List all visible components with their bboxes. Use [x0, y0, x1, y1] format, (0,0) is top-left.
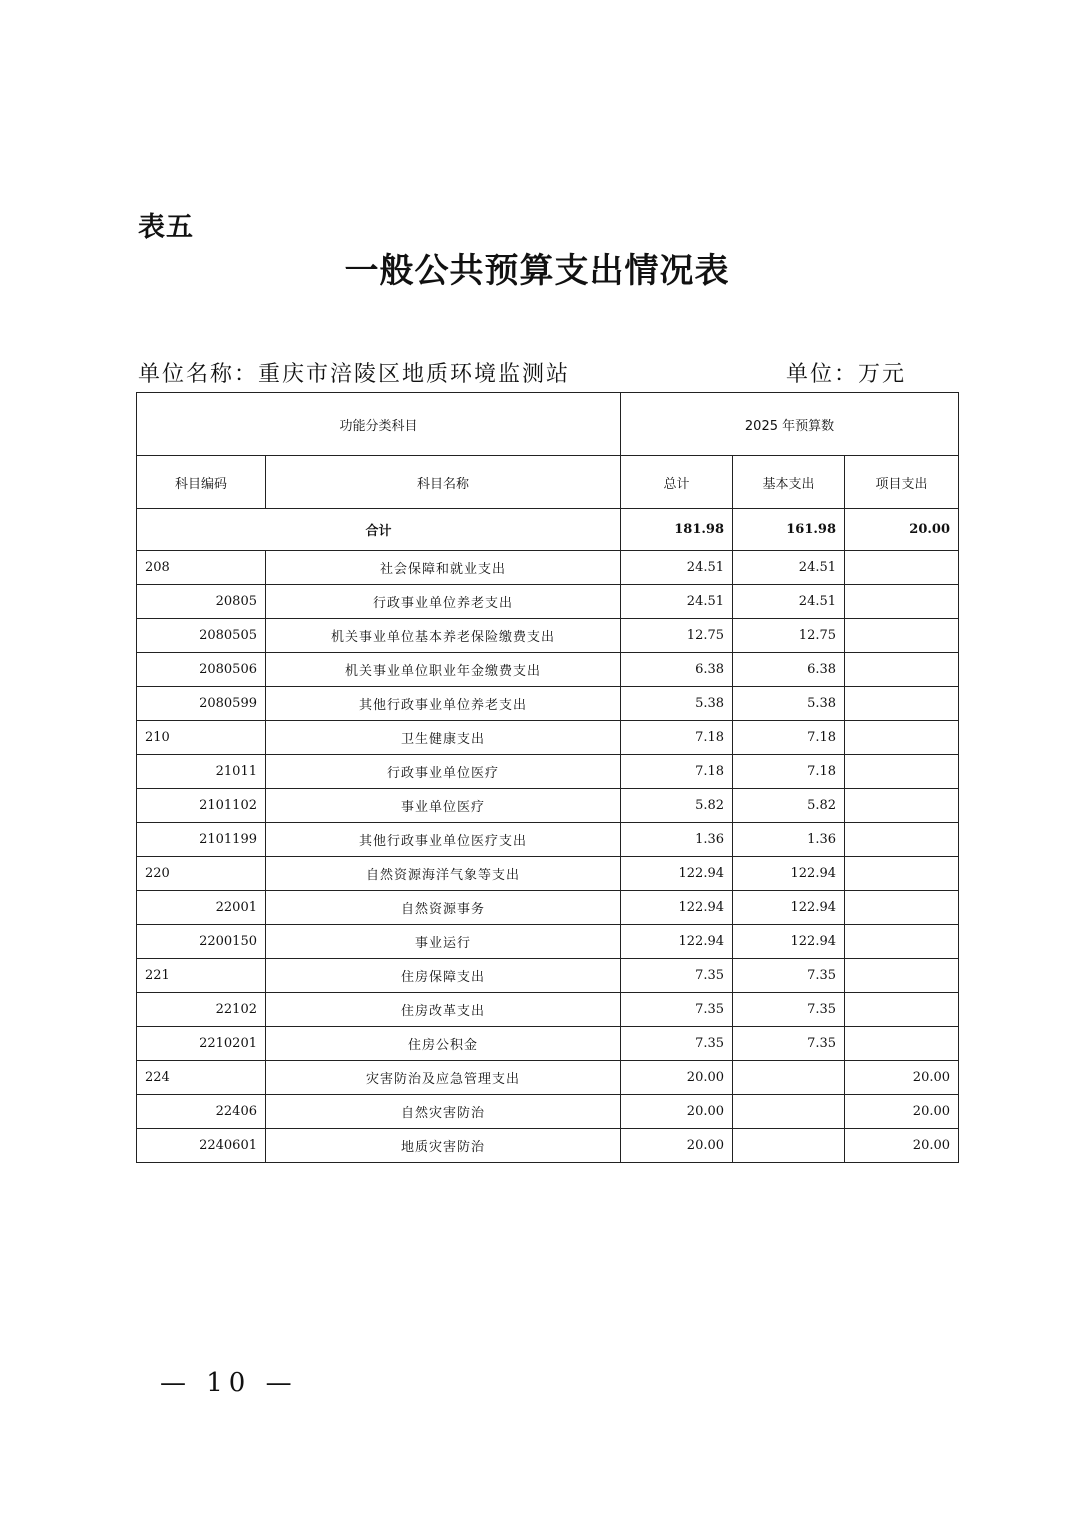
cell-project	[845, 959, 959, 993]
table-row	[137, 687, 959, 721]
cell-code: 2101102	[137, 789, 266, 823]
cell-name: 社会保障和就业支出	[266, 551, 621, 585]
cell-code: 22001	[137, 891, 266, 925]
header-function-category: 功能分类科目	[137, 393, 621, 456]
cell-basic	[733, 1129, 845, 1163]
cell-project	[845, 585, 959, 619]
cell-name: 行政事业单位养老支出	[266, 585, 621, 619]
cell-basic: 1.36	[733, 823, 845, 857]
cell-project	[845, 721, 959, 755]
cell-total: 5.82	[621, 789, 733, 823]
cell-code: 210	[137, 721, 266, 755]
table-row	[137, 857, 959, 891]
cell-name: 自然资源海洋气象等支出	[266, 857, 621, 891]
cell-basic	[733, 1095, 845, 1129]
cell-name: 自然灾害防治	[266, 1095, 621, 1129]
cell-name: 其他行政事业单位养老支出	[266, 687, 621, 721]
table-row	[137, 1061, 959, 1095]
cell-name: 机关事业单位职业年金缴费支出	[266, 653, 621, 687]
cell-total: 20.00	[621, 1095, 733, 1129]
page-title: 一般公共预算支出情况表	[344, 251, 730, 291]
cell-code: 220	[137, 857, 266, 891]
table-row	[137, 653, 959, 687]
cell-basic: 24.51	[733, 585, 845, 619]
cell-name: 住房公积金	[266, 1027, 621, 1061]
cell-code: 2080506	[137, 653, 266, 687]
cell-code: 221	[137, 959, 266, 993]
table-row	[137, 755, 959, 789]
table-row	[137, 1129, 959, 1163]
cell-code: 2210201	[137, 1027, 266, 1061]
cell-project	[845, 789, 959, 823]
cell-basic: 6.38	[733, 653, 845, 687]
cell-basic: 7.35	[733, 993, 845, 1027]
cell-total: 5.38	[621, 687, 733, 721]
cell-total: 20.00	[621, 1061, 733, 1095]
total-label: 合计	[137, 509, 621, 551]
header-code: 科目编码	[137, 456, 266, 509]
cell-project	[845, 993, 959, 1027]
cell-project: 20.00	[845, 1061, 959, 1095]
cell-total: 7.18	[621, 755, 733, 789]
cell-code: 22406	[137, 1095, 266, 1129]
table-row	[137, 823, 959, 857]
cell-code: 208	[137, 551, 266, 585]
cell-code: 22102	[137, 993, 266, 1027]
cell-name: 卫生健康支出	[266, 721, 621, 755]
table-body	[137, 551, 959, 1163]
cell-project	[845, 823, 959, 857]
cell-total: 12.75	[621, 619, 733, 653]
cell-total: 6.38	[621, 653, 733, 687]
meta-row	[138, 357, 906, 388]
cell-project: 20.00	[845, 1095, 959, 1129]
header-total: 总计	[621, 456, 733, 509]
cell-code: 224	[137, 1061, 266, 1095]
cell-project	[845, 687, 959, 721]
table-row	[137, 721, 959, 755]
cell-total: 122.94	[621, 925, 733, 959]
cell-basic: 122.94	[733, 891, 845, 925]
cell-total: 24.51	[621, 551, 733, 585]
cell-total: 1.36	[621, 823, 733, 857]
unit-name: 单位名称：重庆市涪陵区地质环境监测站	[138, 362, 571, 387]
cell-basic: 7.35	[733, 1027, 845, 1061]
cell-code: 2101199	[137, 823, 266, 857]
cell-total: 122.94	[621, 891, 733, 925]
cell-basic: 7.18	[733, 755, 845, 789]
table-row	[137, 959, 959, 993]
cell-name: 行政事业单位医疗	[266, 755, 621, 789]
table-row	[137, 1027, 959, 1061]
cell-project	[845, 551, 959, 585]
header-project: 项目支出	[845, 456, 959, 509]
table-row	[137, 1095, 959, 1129]
cell-basic: 122.94	[733, 925, 845, 959]
cell-code: 2240601	[137, 1129, 266, 1163]
cell-basic: 12.75	[733, 619, 845, 653]
budget-table	[136, 392, 959, 1163]
cell-project	[845, 857, 959, 891]
cell-name: 其他行政事业单位医疗支出	[266, 823, 621, 857]
header-budget-year: 2025 年预算数	[621, 393, 959, 456]
cell-basic: 5.82	[733, 789, 845, 823]
cell-code: 21011	[137, 755, 266, 789]
total-basic: 161.98	[733, 509, 845, 551]
header-name: 科目名称	[266, 456, 621, 509]
cell-code: 20805	[137, 585, 266, 619]
cell-project	[845, 653, 959, 687]
cell-basic	[733, 1061, 845, 1095]
total-project: 20.00	[845, 509, 959, 551]
cell-code: 2080599	[137, 687, 266, 721]
table-row	[137, 891, 959, 925]
table-row	[137, 585, 959, 619]
cell-project	[845, 891, 959, 925]
cell-basic: 24.51	[733, 551, 845, 585]
cell-basic: 5.38	[733, 687, 845, 721]
cell-basic: 122.94	[733, 857, 845, 891]
cell-name: 地质灾害防治	[266, 1129, 621, 1163]
cell-basic: 7.18	[733, 721, 845, 755]
cell-project: 20.00	[845, 1129, 959, 1163]
header-row-columns	[137, 456, 959, 509]
cell-total: 7.35	[621, 993, 733, 1027]
cell-project	[845, 1027, 959, 1061]
table-row	[137, 551, 959, 585]
cell-total: 7.18	[621, 721, 733, 755]
cell-total: 7.35	[621, 959, 733, 993]
cell-name: 住房保障支出	[266, 959, 621, 993]
total-total: 181.98	[621, 509, 733, 551]
total-row	[137, 509, 959, 551]
cell-total: 122.94	[621, 857, 733, 891]
page-number: — 10 —	[160, 1368, 298, 1398]
cell-name: 住房改革支出	[266, 993, 621, 1027]
cell-project	[845, 619, 959, 653]
cell-name: 事业运行	[266, 925, 621, 959]
unit-label: 单位：万元	[785, 362, 906, 387]
cell-project	[845, 925, 959, 959]
table-row	[137, 993, 959, 1027]
table-row	[137, 619, 959, 653]
header-basic: 基本支出	[733, 456, 845, 509]
table-row	[137, 789, 959, 823]
cell-project	[845, 755, 959, 789]
cell-name: 自然资源事务	[266, 891, 621, 925]
cell-name: 灾害防治及应急管理支出	[266, 1061, 621, 1095]
cell-total: 20.00	[621, 1129, 733, 1163]
cell-total: 7.35	[621, 1027, 733, 1061]
cell-basic: 7.35	[733, 959, 845, 993]
cell-name: 事业单位医疗	[266, 789, 621, 823]
table-label: 表五	[138, 212, 194, 243]
cell-total: 24.51	[621, 585, 733, 619]
header-row-group	[137, 393, 959, 456]
cell-code: 2200150	[137, 925, 266, 959]
cell-name: 机关事业单位基本养老保险缴费支出	[266, 619, 621, 653]
cell-code: 2080505	[137, 619, 266, 653]
table-row	[137, 925, 959, 959]
